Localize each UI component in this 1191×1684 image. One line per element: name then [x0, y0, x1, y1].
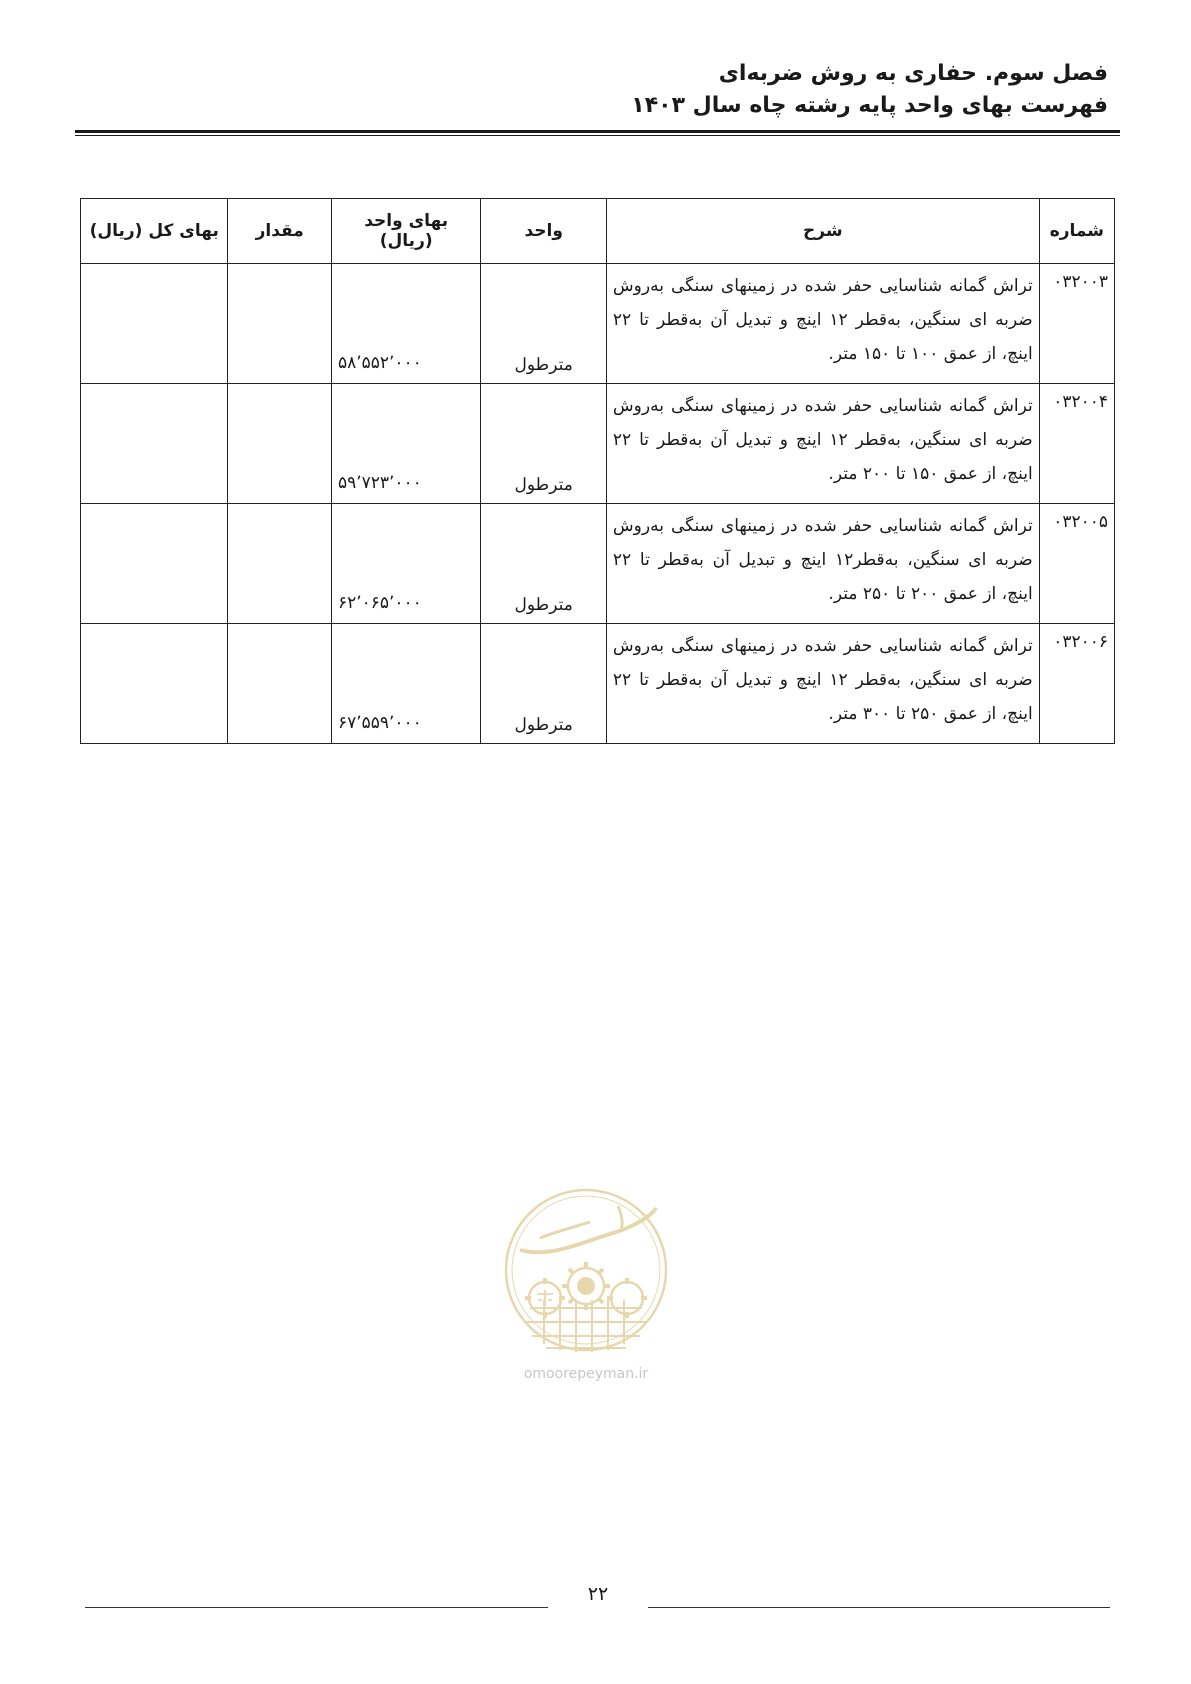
- row-quantity: [228, 264, 332, 384]
- row-unit: مترطول: [481, 264, 606, 384]
- document-title: فهرست بهای واحد پایه رشته چاه سال ۱۴۰۳: [631, 93, 1108, 118]
- table-row: [81, 384, 1115, 504]
- chapter-title: فصل سوم. حفاری به روش ضربه‌ای: [718, 61, 1108, 86]
- row-unit-price: ۶۲٬۰۶۵٬۰۰۰: [331, 504, 481, 624]
- row-description: تراش گمانه شناسایی حفر شده در زمینهای سنگی به‌روش ضربه ای سنگین، به‌قطر ۱۲ اینچ و تبدیل آن به‌قطر تا ۲۲ اینچ، از عمق ۲۵۰ تا ۳۰۰ متر.: [606, 624, 1039, 744]
- row-unit: مترطول: [481, 384, 606, 504]
- row-quantity: [228, 624, 332, 744]
- row-code: ۰۳۲۰۰۶: [1039, 624, 1114, 744]
- row-total-price: [81, 504, 228, 624]
- row-description: تراش گمانه شناسایی حفر شده در زمینهای سنگی به‌روش ضربه ای سنگین، به‌قطر۱۲ اینچ و تبدیل آن به‌قطر تا ۲۲ اینچ، از عمق ۲۰۰ تا ۲۵۰ متر.: [606, 504, 1039, 624]
- row-code: ۰۳۲۰۰۳: [1039, 264, 1114, 384]
- header-rule-thin: [75, 135, 1120, 136]
- footer-rule-left: [85, 1607, 548, 1608]
- row-description: تراش گمانه شناسایی حفر شده در زمینهای سنگی به‌روش ضربه ای سنگین، به‌قطر ۱۲ اینچ و تبدیل آن به‌قطر تا ۲۲ اینچ، از عمق ۱۰۰ تا ۱۵۰ متر.: [606, 264, 1039, 384]
- row-unit-price: ۵۸٬۵۵۲٬۰۰۰: [331, 264, 481, 384]
- row-total-price: [81, 384, 228, 504]
- column-header-description: شرح: [606, 199, 1039, 264]
- page-number: ۲۲: [587, 1583, 609, 1605]
- header-rule-thick: [75, 130, 1120, 133]
- row-total-price: [81, 624, 228, 744]
- row-unit: مترطول: [481, 624, 606, 744]
- row-quantity: [228, 384, 332, 504]
- table-row: [81, 504, 1115, 624]
- page-header: [68, 58, 1108, 122]
- row-unit: مترطول: [481, 504, 606, 624]
- row-code: ۰۳۲۰۰۵: [1039, 504, 1114, 624]
- footer-rule-right: [648, 1607, 1110, 1608]
- omoorepeyman-watermark-logo: [500, 1188, 672, 1384]
- column-header-quantity: مقدار: [228, 199, 332, 264]
- column-header-unit-price: بهای واحد (ریال): [331, 199, 481, 264]
- table-header-row: [81, 199, 1115, 264]
- row-unit-price: ۵۹٬۷۲۳٬۰۰۰: [331, 384, 481, 504]
- column-header-code: شماره: [1039, 199, 1114, 264]
- row-total-price: [81, 264, 228, 384]
- row-unit-price: ۶۷٬۵۵۹٬۰۰۰: [331, 624, 481, 744]
- table-row: [81, 264, 1115, 384]
- row-description: تراش گمانه شناسایی حفر شده در زمینهای سنگی به‌روش ضربه ای سنگین، به‌قطر ۱۲ اینچ و تبدیل آن به‌قطر تا ۲۲ اینچ، از عمق ۱۵۰ تا ۲۰۰ متر.: [606, 384, 1039, 504]
- table-row: [81, 624, 1115, 744]
- price-list-table: [80, 198, 1115, 744]
- row-quantity: [228, 504, 332, 624]
- column-header-total-price: بهای کل (ریال): [81, 199, 228, 264]
- column-header-unit: واحد: [481, 199, 606, 264]
- row-code: ۰۳۲۰۰۴: [1039, 384, 1114, 504]
- watermark-site-text: omoorepeyman.ir: [523, 1366, 649, 1382]
